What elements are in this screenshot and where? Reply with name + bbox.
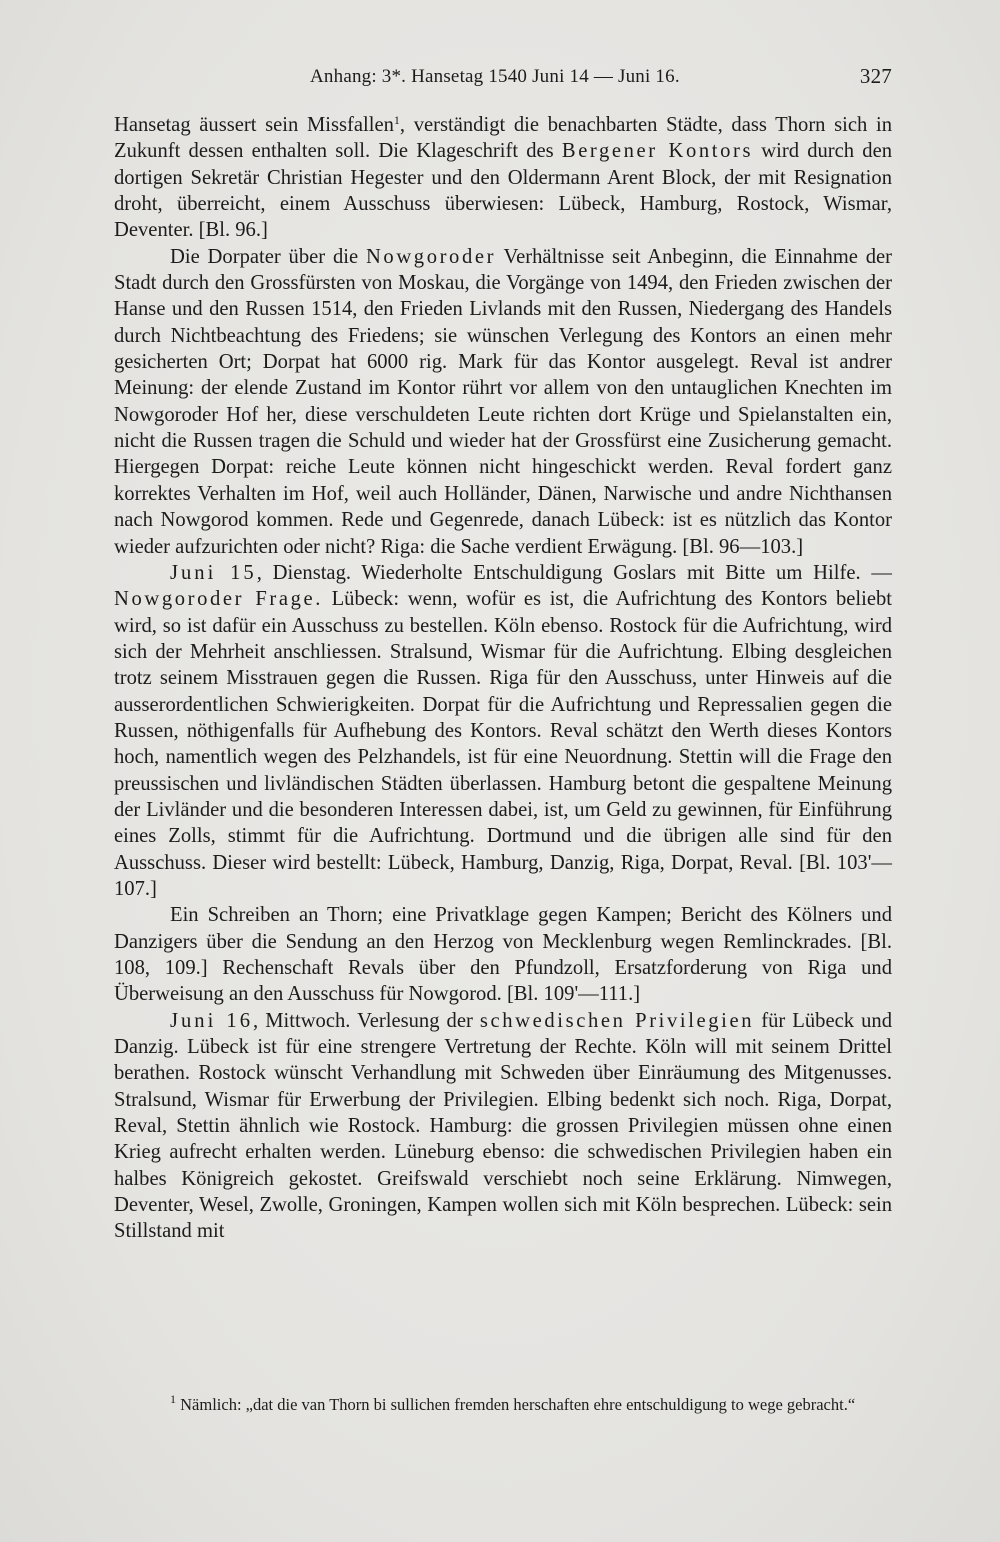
spaced-emphasis: schwedischen Privilegien <box>479 1009 755 1032</box>
text-run: für Lübeck und Danzig. Lübeck ist für eine strengere Vertretung der Rechte. Köln will mit seinem Drittel berathen. Rostock wünscht Verhandlung mit Schweden über Einräumung des Mitgenusses. Stralsund, Wismar für Erwerbung der Privilegien. Elbing bedenkt sich noch. Riga, Dorpat, Reval, Stettin ähnlich wie Rostock. Hamburg: die grossen Privilegien müssen ohne einen Krieg aufrecht erhalten werden. Lüneburg ebenso: die schwedischen Privilegien haben ein halbes Königreich gekostet. Greifswald verschiebt noch seine Erklärung. Nimwegen, Deventer, Wesel, Zwolle, Groningen, Kampen wollen sich mit Köln besprechen. Lübeck: sein Stillstand mit <box>114 1009 892 1243</box>
text-run: Lübeck: wenn, wofür es ist, die Aufrichtung des Kontors beliebt wird, so ist dafür ein Ausschuss zu bestellen. Köln ebenso. Rostock für die Aufrichtung, wird sich der Mehrheit anschliessen. Stralsund, Wismar für die Aufrichtung. Elbing desgleichen trotz seinem Misstrauen gegen die Russen. Riga für den Ausschuss, unter Hinweis auf die ausserordentlichen Schwierigkeiten. Dorpat für die Aufrichtung und Repressalien gegen die Russen, nöthigenfalls für Aufhebung des Kontors. Reval schätzt den Werth dieses Kontors hoch, namentlich wegen des Pelzhandels, ist für eine Neuordnung. Stettin will die Frage den preussischen und livländischen Städten überlassen. Hamburg betont die gespaltene Meinung der Livländer und die besonderen Interessen dabei, ist, um Geld zu gewinnen, für Einführung eines Zolls, stimmt für die Aufrichtung. Dortmund und die übrigen alle sind für den Ausschuss. Dieser wird bestellt: Lübeck, Hamburg, Danzig, Riga, Dorpat, Reval. [Bl. 103'—107.] <box>114 588 892 900</box>
text-run: wird durch den dortigen Sekretär Christian Hegester und den Oldermann Arent Block, der mit Resignation droht, überreicht, einem Ausschuss überwiesen: Lübeck, Hamburg, Rostock, Wismar, Deventer. [Bl. 96.] <box>114 140 893 242</box>
page-header <box>112 64 892 94</box>
paragraph <box>114 902 892 1007</box>
text-run: Verhältnisse seit Anbeginn, die Einnahme der Stadt durch den Grossfürsten von Moskau, die Vorgänge von 1494, den Frieden zwischen der Hanse und den Russen 1514, den Frieden Livlands mit den Russen, Niedergang des Handels durch Nichtbeachtung des Friedens; sie wünschen Verlegung des Kontors an einen mehr gesicherten Ort; Dorpat hat 6000 rig. Mark für das Kontor ausgelegt. Reval ist andrer Meinung: der elende Zustand im Kontor rührt vor allem von den untauglichen Knechten im Nowgoroder Hof her, diese verschuldeten Leute richten dort Krüge und Spielanstalten ein, nicht die Russen tragen die Schuld und wieder hat der Grossfürst eine Zusicherung gemacht. Hiergegen Dorpat: reiche Leute können nicht hingeschickt werden. Reval fordert ganz korrektes Verhalten im Hof, weil auch Holländer, Dänen, Narwische und andre Nichthansen nach Nowgorod kommen. Rede und Gegenrede, danach Lübeck: ist es nützlich das Kontor wieder aufzurichten oder nicht? Riga: die Sache verdient Erwägung. [Bl. 96—103.] <box>114 245 893 558</box>
footnote-marker: 1 <box>170 1392 176 1406</box>
spaced-emphasis: Nowgoroder Frage. <box>114 588 323 611</box>
spaced-emphasis: Nowgoroder <box>365 245 497 268</box>
date-heading: Juni 16 <box>170 1009 253 1032</box>
paragraph <box>114 244 892 560</box>
body-text <box>114 112 892 1245</box>
text-run: , verständigt die benachbarten Städte, dass Thorn sich in Zukunft dessen enthalten soll. Die Klageschrift des <box>114 114 892 163</box>
footnote <box>114 1394 892 1416</box>
spaced-emphasis: Bergener Kontors <box>561 140 754 163</box>
text-run: Ein Schreiben an Thorn; eine Privatklage gegen Kampen; Bericht des Kölners und Danzigers über die Sendung an den Herzog von Mecklenburg wegen Remlinckrades. [Bl. 108, 109.] Rechenschaft Revals über den Pfundzoll, Ersatzforderung von Riga und Überweisung an den Ausschuss für Nowgorod. [Bl. 109'—111.] <box>114 904 892 1006</box>
text-run: Hansetag äussert sein Missfallen <box>114 114 394 136</box>
running-head: Anhang: 3*. Hansetag 1540 Juni 14 — Juni 16. <box>310 66 680 87</box>
text-run: Nämlich: „dat die van Thorn bi sullichen fremden herschaften ehre entschuldigung to wege gebracht.“ <box>176 1395 856 1414</box>
footnotes <box>114 1394 892 1416</box>
text-run: , Mittwoch. Verlesung der <box>253 1009 480 1032</box>
footnote-marker: 1 <box>393 113 400 127</box>
page-number: 327 <box>859 64 892 88</box>
date-heading: Juni 15 <box>170 561 257 584</box>
paragraph <box>114 560 892 902</box>
paragraph <box>114 112 892 244</box>
text-run: , Dienstag. Wiederholte Entschuldigung Goslars mit Bitte um Hilfe. — <box>256 561 892 584</box>
text-run: Die Dorpater über die <box>170 245 366 268</box>
paragraph <box>114 1008 892 1245</box>
